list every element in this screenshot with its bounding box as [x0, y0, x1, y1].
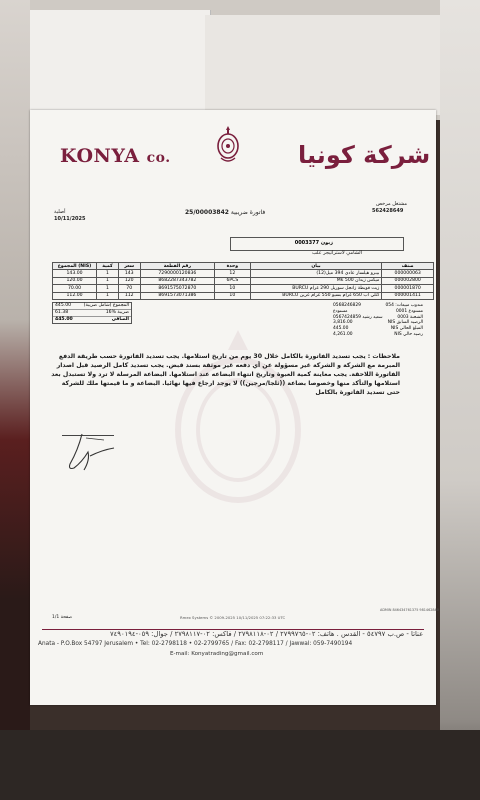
info-block — [333, 303, 423, 338]
table-row — [53, 292, 434, 299]
info-label: رصيد حالي NIS — [394, 331, 423, 337]
company-emblem-icon — [216, 124, 240, 164]
address-ar: عناتا - ص.ب ٥٤٧٩٧ - القدس . هاتف: ٠٢-٢٧٩٩٧٦٥ / ٠٢-٢٧٩٨١١٨ / فاكس: ٠٢-٢٧٩٨١١٧ / جوال: ٠٥٩-٧٤٩٠١٩٤ — [110, 630, 424, 638]
licensed-label: مشتغل مرخص — [376, 201, 408, 207]
info-row — [333, 332, 423, 338]
cell-unit: 6PCS — [215, 277, 251, 284]
header-name: بيان — [250, 263, 382, 270]
cell-total: 120.00 — [53, 277, 97, 284]
cell-price: 112 — [118, 292, 140, 299]
summary-label: الصافي — [111, 317, 129, 322]
background-left-edge — [0, 0, 30, 800]
customer-code — [295, 240, 333, 246]
cell-code: 000001411 — [382, 292, 434, 299]
invoice-notes: ملاحظات : يجب تسديد الفاتورة بالكامل خلال 30 يوم من تاريخ استلامها. يجب تسديد الفاتورة حسب طريقة الدفع المبرمة مع الشركة و الشركة غير مسؤولة عن أي دفعه غير موثقة بسند قبض. يجب تسديد كامل الرصيد قبل اصدار الفاتورة اللاحقة. يجب معاينة كمية العبوة وتاريخ انتهاء البضاعه عند استلامها. البضاعة المرسلة لا ترد ولا تستبدل بعد استلامها والتأكد منها وخصوصا بضاعة ((ثلجا/مرجين)) لا يوجد ارجاع فيها نهائيا. البضاعة و ما قيمتها ملك للشركة حتى تسديد الفاتورة بالكامل — [51, 353, 400, 396]
cell-name: زيت قوبطة زانجل سوريل 290 غرام BURCU — [250, 285, 382, 292]
invoice-number: 25/00003842 — [185, 209, 229, 216]
info-label: مندوب مبيعات: 054 — [385, 303, 423, 308]
customer-code-label: زبون — [320, 240, 333, 246]
cell-unit: 12 — [215, 270, 251, 277]
company-name-ar: شركة كونيا — [298, 141, 431, 169]
header-code: صنف — [382, 263, 434, 270]
system-footer: Rmex Systems © 2009-2025 10/11/2025 07:22:33 UTC — [180, 615, 286, 620]
header-unit: وحدة — [215, 263, 251, 270]
header-price: سعر — [118, 263, 140, 270]
cell-price: 143 — [118, 270, 140, 277]
email: E-mail: Konyatrading@gmail.com — [170, 651, 264, 657]
background-folder — [0, 10, 211, 110]
cell-total: 112.00 — [53, 292, 97, 299]
signature-icon — [60, 430, 120, 475]
invoice-paper — [30, 110, 439, 705]
watermark-emblem-icon — [168, 320, 308, 510]
info-label: مستودع 0001 — [395, 308, 423, 314]
invoice-heading — [185, 209, 265, 216]
cell-price: 70 — [118, 285, 140, 292]
cell-barcode: 7290000120836 — [140, 270, 214, 277]
company-name-suffix: co. — [146, 150, 171, 166]
summary-value: 445.00 — [55, 303, 72, 308]
info-value: 3,816.00 — [333, 320, 353, 326]
summary-value: 445.00 — [55, 317, 73, 322]
summary-value: 61.38 — [55, 310, 69, 315]
customer-code-value: 0003377 — [294, 240, 320, 246]
items-table — [52, 262, 434, 300]
cell-name: كتلي اب 650 غرام بسيو 550 غرام عرين BURCU — [250, 292, 382, 299]
info-value: 0567424859 سعيد رشيد — [333, 314, 383, 320]
admin-footer: ADMIN 846434761375 981462840 — [380, 608, 439, 612]
cell-name: ميكس زيدان 500 Mk — [250, 277, 382, 284]
invoice-title: فاتورة ضريبية — [230, 209, 266, 216]
background-envelope — [205, 15, 480, 115]
header-qty: كمية — [97, 263, 119, 270]
info-value: 4,261.00 — [333, 331, 353, 337]
background-right-edge — [440, 0, 480, 800]
cell-unit: 10 — [215, 292, 251, 299]
header-total: المجموع (NIS) — [53, 263, 97, 270]
summary-box — [52, 302, 132, 324]
cell-qty: 1 — [97, 277, 119, 284]
info-value: 0568246829 — [333, 303, 361, 308]
cell-name: بيبرو هيلسار عادي 394 ميل(12) — [250, 270, 382, 277]
cell-code: 000000063 — [382, 270, 434, 277]
cell-total: 143.00 — [53, 270, 97, 277]
info-value: 445.00 — [333, 326, 349, 332]
company-logo-en — [60, 145, 171, 167]
cell-unit: 10 — [215, 285, 251, 292]
info-label: الشحنة 0003 — [397, 314, 423, 320]
table-row — [53, 277, 434, 284]
cell-code: 000001870 — [382, 285, 434, 292]
cell-qty: 1 — [97, 285, 119, 292]
table-row — [53, 270, 434, 277]
summary-row — [53, 317, 131, 323]
cell-qty: 1 — [97, 270, 119, 277]
address-en: Anata - P.O.Box 54797 Jerusalem • Tel: 02-2798118 • 02-2799765 / Fax: 02-2798117 / Jawwal: 059-7490194 — [38, 641, 353, 647]
invoice-date: 10/11/2025 — [54, 216, 86, 222]
table-row — [53, 285, 434, 292]
info-label: المبلغ الحالي NIS — [390, 326, 423, 332]
cell-qty: 1 — [97, 292, 119, 299]
cell-total: 70.00 — [53, 285, 97, 292]
cell-barcode: 8691573071386 — [140, 292, 214, 299]
info-value: مستودع — [333, 308, 348, 314]
background-bottom — [0, 730, 480, 800]
page-number: صفحة 1/1 — [52, 615, 73, 620]
company-name-en: KONYA — [60, 145, 140, 167]
cell-barcode: 8691575072870 — [140, 285, 214, 292]
summary-label: المجموع (شامل ضريبة) — [83, 303, 129, 308]
summary-row — [53, 303, 131, 310]
copy-label: أصلية — [54, 209, 66, 215]
info-label: الرصيد السابق NIS — [387, 320, 423, 326]
summary-label: ضريبة %16 — [105, 310, 129, 315]
cell-barcode: 8682287343782 — [140, 277, 214, 284]
header-barcode: رقم القطعة — [140, 263, 214, 270]
summary-row — [53, 310, 131, 317]
customer-name: الشامي لاستراتيجر علب — [312, 250, 363, 256]
licensed-number: 562428649 — [372, 208, 404, 214]
customer-box — [230, 237, 404, 251]
table-header-row — [53, 263, 434, 270]
cell-code: 000002800 — [382, 277, 434, 284]
cell-price: 120 — [118, 277, 140, 284]
